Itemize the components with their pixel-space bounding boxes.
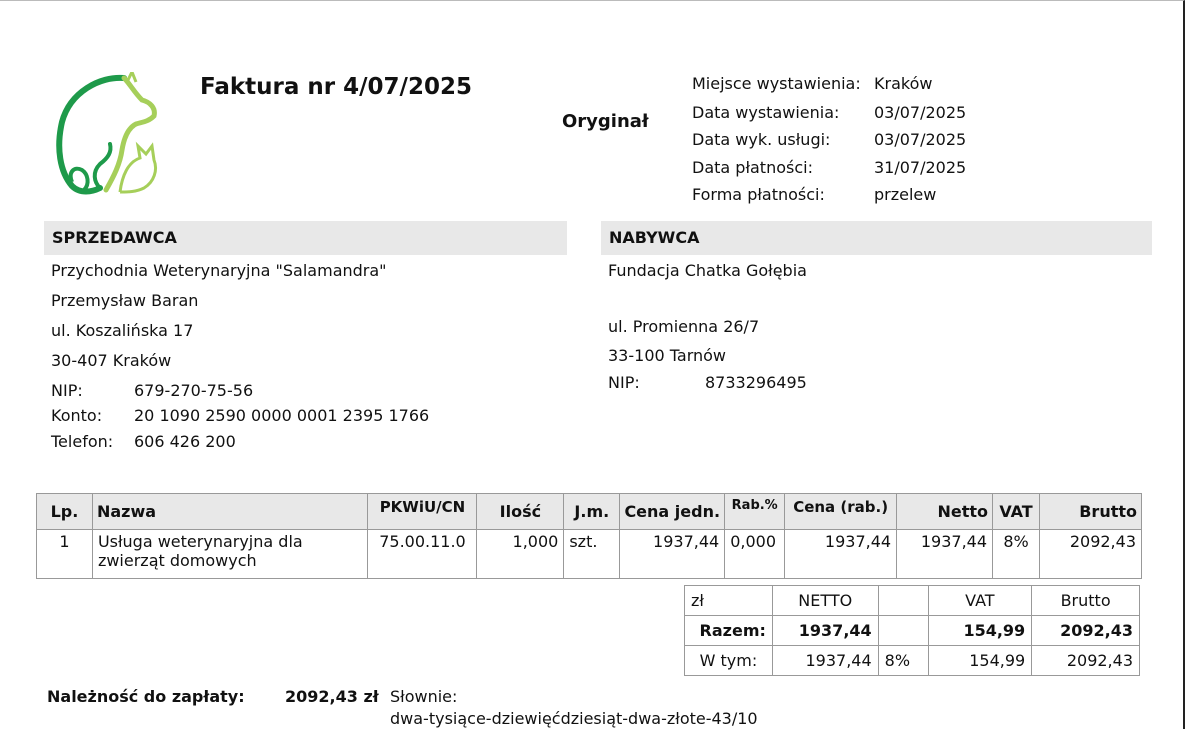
summary-incl-net: 1937,44 <box>772 646 878 676</box>
buyer-name: Fundacja Chatka Gołębia <box>608 261 807 280</box>
seller-nip-label: NIP: <box>51 381 83 400</box>
summary-total-net: 1937,44 <box>772 616 878 646</box>
col-vat-header: VAT <box>993 494 1040 530</box>
meta-label: Data wyk. usługi: <box>692 130 831 149</box>
col-gross-header: Brutto <box>1040 494 1142 530</box>
summary-total-label: Razem: <box>685 616 773 646</box>
items-header-row <box>37 494 1142 530</box>
amount-due-value: 2092,43 zł <box>285 687 379 706</box>
item-qty: 1,000 <box>477 530 564 579</box>
seller-account <box>51 406 429 425</box>
item-lp: 1 <box>37 530 93 579</box>
item-price-disc: 1937,44 <box>785 530 897 579</box>
seller-account-value: 20 1090 2590 0000 0001 2395 1766 <box>134 406 430 425</box>
buyer-nip <box>608 373 807 392</box>
meta-row <box>692 103 966 131</box>
summary-net-header: NETTO <box>772 586 878 616</box>
col-unit-header: J.m. <box>564 494 620 530</box>
buyer-nip-label: NIP: <box>608 373 640 392</box>
meta-value: przelew <box>874 185 937 204</box>
item-gross: 2092,43 <box>1040 530 1142 579</box>
item-price: 1937,44 <box>620 530 725 579</box>
meta-label: Forma płatności: <box>692 185 825 204</box>
col-pkwiu-header: PKWiU/CN <box>368 494 477 530</box>
item-pkwiu: 75.00.11.0 <box>368 530 477 579</box>
summary-incl-label: W tym: <box>685 646 773 676</box>
item-vat: 8% <box>993 530 1040 579</box>
summary-currency: zł <box>685 586 773 616</box>
meta-value: 31/07/2025 <box>874 157 967 177</box>
meta-label: Data wystawienia: <box>692 102 840 122</box>
item-net: 1937,44 <box>897 530 993 579</box>
summary-total-gross: 2092,43 <box>1032 616 1140 646</box>
summary-table <box>684 585 1140 676</box>
items-table <box>36 493 1142 579</box>
col-net-header: Netto <box>897 494 993 530</box>
meta-row <box>692 185 966 213</box>
seller-phone <box>51 432 236 451</box>
table-row <box>37 530 1142 579</box>
meta-label: Data płatności: <box>692 157 813 177</box>
buyer-heading: NABYWCA <box>601 221 1152 255</box>
meta-value: 03/07/2025 <box>874 102 967 122</box>
summary-incl-vat: 154,99 <box>928 646 1032 676</box>
seller-heading: SPRZEDAWCA <box>44 221 567 255</box>
seller-nip <box>51 381 253 400</box>
summary-empty-cell <box>878 586 928 616</box>
col-price-header: Cena jedn. <box>620 494 725 530</box>
seller-phone-value: 606 426 200 <box>134 432 236 451</box>
seller-nip-value: 679-270-75-56 <box>134 381 254 400</box>
meta-row <box>692 74 966 102</box>
col-lp-header: Lp. <box>37 494 93 530</box>
summary-total-vat: 154,99 <box>928 616 1032 646</box>
vet-clinic-logo <box>50 72 162 196</box>
seller-phone-label: Telefon: <box>51 432 114 451</box>
seller-account-label: Konto: <box>51 406 103 425</box>
meta-row <box>692 130 966 158</box>
meta-label: Miejsce wystawienia: <box>692 74 861 93</box>
summary-vat-header: VAT <box>928 586 1032 616</box>
item-name: Usługa weterynaryjna dla zwierząt domowych <box>92 530 368 579</box>
col-qty-header: Ilość <box>477 494 564 530</box>
item-unit: szt. <box>564 530 620 579</box>
seller-owner: Przemysław Baran <box>51 291 199 310</box>
buyer-street: ul. Promienna 26/7 <box>608 317 760 336</box>
seller-name: Przychodnia Weterynaryjna "Salamandra" <box>51 261 387 280</box>
amount-due-label: Należność do zapłaty: <box>47 687 245 706</box>
meta-value: Kraków <box>874 74 933 93</box>
item-discount: 0,000 <box>725 530 785 579</box>
summary-header-row <box>685 586 1140 616</box>
meta-row <box>692 158 966 186</box>
buyer-city: 33-100 Tarnów <box>608 346 726 365</box>
summary-gross-header: Brutto <box>1032 586 1140 616</box>
col-price-disc-header: Cena (rab.) <box>785 494 897 530</box>
summary-empty-cell <box>878 616 928 646</box>
summary-incl-gross: 2092,43 <box>1032 646 1140 676</box>
seller-street: ul. Koszalińska 17 <box>51 321 194 340</box>
summary-incl-row <box>685 646 1140 676</box>
col-name-header: Nazwa <box>92 494 368 530</box>
summary-total-row <box>685 616 1140 646</box>
buyer-nip-value: 8733296495 <box>705 373 807 392</box>
summary-incl-rate: 8% <box>878 646 928 676</box>
amount-in-words-label: Słownie: <box>390 687 458 706</box>
amount-in-words-value: dwa-tysiące-dziewięćdziesiąt-dwa-złote-43/10 <box>390 709 758 728</box>
meta-value: 03/07/2025 <box>874 130 967 149</box>
invoice-meta <box>692 74 966 213</box>
seller-city: 30-407 Kraków <box>51 351 172 370</box>
col-discount-header: Rab.% <box>725 494 785 530</box>
original-label: Oryginał <box>562 111 649 132</box>
invoice-title: Faktura nr 4/07/2025 <box>200 74 472 100</box>
